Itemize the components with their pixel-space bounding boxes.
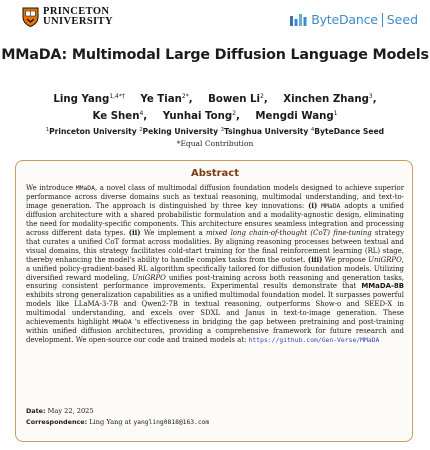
author-sup: 3 (368, 93, 373, 100)
author-name: Yunhai Tong (162, 111, 233, 122)
author-name: Bowen Li (208, 94, 260, 105)
affiliation: Princeton University (49, 127, 137, 136)
princeton-wordmark (43, 7, 113, 27)
github-link[interactable]: https://github.com/Gen-Verse/MMaDA (248, 336, 380, 345)
affiliation: Peking University (142, 127, 219, 136)
affiliation: ByteDance Seed (314, 127, 385, 136)
logo-divider (382, 13, 383, 27)
abstract-body: We introduce MMaDA, a novel class of multimodal diffusion foundation models designed to achieve superior performance across diverse domains such as textual reasoning, multimodal understanding, and text-to-image generation. The approach is distinguished by three key innovations: (i) MMaDA adopts a unified diffusion architecture with a shared probabilistic formulation and a modality-agnostic design, eliminating the need for modality-specific components. This architecture ensures seamless integration and processing across different data types. (ii) We implement a mixed long chain-of-thought (CoT) fine-tuning strategy that curates a unified CoT format across modalities. By aligning reasoning processes between textual and visual domains, this strategy facilitates cold-start training for the final reinforcement learning (RL) stage, thereby enhancing the model's ability to handle complex tasks from the outset. (iii) We propose UniGRPO, a unified policy-gradient-based RL algorithm specifically tailored for diffusion foundation models. Utilizing diversified reward modeling, UniGRPO unifies post-training across both reasoning and generation tasks, ensuring consistent performance improvements. Experimental results demonstrate that MMaDA-8B exhibits strong generalization capabilities as a unified multimodal foundation model. It surpasses powerful models like LLaMA-3-7B and Qwen2-7B in textual reasoning, outperforms Show-o and SEED-X in multimodal understanding, and excels over SDXL and Janus in text-to-image generation. These achievements highlight MMaDA 's effectiveness in bridging the gap between pretraining and post-training within unified diffusion architectures, providing a comprehensive framework for future research and development. We open-source our code and trained models at: https://github.com/Gen-Verse/MMaDA (26, 184, 405, 345)
author-row-2: Ke Shen$^4$, Yunhai Tong$^2$, Mengdi Wang$^1$ (92, 110, 338, 122)
affiliation: Tsinghua University (223, 127, 309, 136)
date-value: May 22, 2025 (47, 407, 94, 415)
author-name: Ling Yang (53, 94, 110, 105)
princeton-line1: PRINCETON (43, 6, 110, 17)
paper-meta (26, 406, 209, 428)
author-name: Ke Shen (92, 111, 140, 122)
author-name: Ye Tian (140, 94, 182, 105)
author-sup: 2 (232, 110, 236, 117)
correspondence-email[interactable]: yangling0818@163.com (133, 418, 210, 426)
date-line: Date: May 22, 2025 (26, 407, 94, 415)
author-sup: 1 (333, 110, 338, 117)
princeton-line2: UNIVERSITY (43, 16, 113, 27)
abstract-heading: Abstract (190, 168, 240, 179)
correspondence-line: Correspondence: Ling Yang at yangling0818@163.com (26, 417, 210, 426)
equal-contribution-note: *Equal Contribution (176, 139, 254, 148)
author-sup: 4 (139, 110, 144, 117)
author-sup: 2* (181, 93, 189, 100)
author-sup: 2 (260, 93, 264, 100)
bytedance-wordmark: ByteDance (311, 12, 378, 27)
abstract-box (15, 160, 413, 442)
author-block (0, 90, 430, 137)
author-row-1: Ling Yang$^{1,4*\dagger}$ Ye Tian$^{2*}$, Bowen Li$^2$, Xinchen Zhang$^3$, (53, 93, 377, 105)
affiliations: $^1$Princeton University $^2$Peking University $^3$Tsinghua University $^4$ByteDance Seed (45, 127, 385, 136)
author-sup: 1,4*† (109, 93, 125, 100)
princeton-shield-icon (22, 7, 39, 27)
bytedance-bars-icon (290, 13, 307, 27)
author-name: Xinchen Zhang (283, 94, 369, 105)
header-logos (0, 0, 430, 40)
princeton-logo (22, 7, 113, 27)
author-name: Mengdi Wang (255, 111, 334, 122)
seed-wordmark: Seed (386, 12, 418, 27)
bytedance-seed-logo (290, 12, 418, 27)
paper-title: MMaDA: Multimodal Large Diffusion Language Models (1, 47, 429, 63)
